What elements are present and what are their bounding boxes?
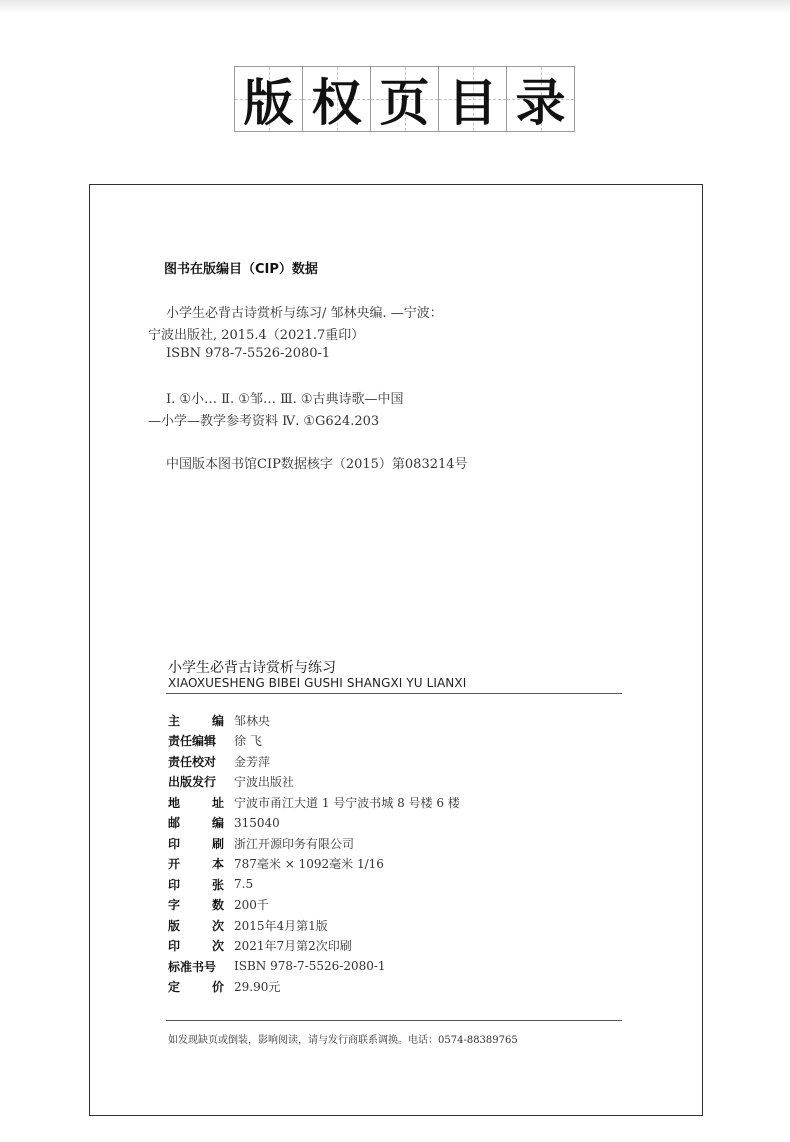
info-label-part: 址 [211, 795, 224, 810]
info-label-part: 标准书号 [168, 959, 217, 974]
info-value: 邹林央 [234, 713, 271, 728]
info-label-part: 开 [168, 857, 181, 871]
info-label-part: 版 [168, 918, 181, 933]
info-value: 宁波市甬江大道 1 号宁波书城 8 号楼 6 楼 [234, 795, 460, 810]
info-label [168, 896, 224, 913]
info-value: 200千 [234, 898, 269, 912]
info-value: 315040 [234, 815, 280, 830]
info-value: 金芳萍 [234, 754, 271, 769]
info-label-part: 出版发行 [168, 775, 217, 789]
info-label-part: 印 [168, 836, 181, 851]
heading-char: 版 [243, 73, 294, 132]
info-row [168, 896, 269, 914]
info-label-part: 地 [168, 795, 181, 810]
info-label [168, 773, 224, 790]
page-heading [234, 66, 574, 132]
info-label [168, 978, 224, 995]
info-value: ISBN 978-7-5526-2080-1 [234, 959, 386, 973]
info-row [168, 855, 384, 873]
info-label [168, 732, 224, 749]
heading-char: 权 [311, 73, 362, 132]
info-label [168, 937, 224, 954]
heading-char-box [438, 66, 507, 132]
info-label-part: 编 [211, 713, 224, 728]
info-label-part: 邮 [168, 816, 181, 830]
info-row [168, 834, 354, 852]
info-label-part: 责任编辑 [168, 734, 217, 748]
divider [166, 1020, 622, 1021]
cip-line-2: 宁波出版社, 2015.4（2021.7重印） [148, 328, 365, 343]
info-value: 7.5 [234, 877, 254, 891]
info-label-part: 印 [168, 877, 181, 892]
heading-char-box [234, 66, 303, 132]
heading-char: 录 [515, 73, 566, 132]
cip-title: 图书在版编目（CIP）数据 [164, 262, 318, 277]
heading-char: 页 [379, 73, 430, 132]
info-row [168, 814, 280, 832]
info-row [168, 916, 328, 934]
info-row [168, 937, 352, 955]
heading-char: 目 [447, 73, 498, 132]
info-value: 2021年7月第2次印刷 [234, 939, 352, 953]
info-label-part: 责任校对 [168, 754, 217, 769]
divider [166, 693, 622, 694]
book-title: 小学生必背古诗赏析与练习 [168, 660, 336, 676]
info-label [168, 917, 224, 934]
info-label [168, 835, 224, 852]
info-value: 浙江开源印务有限公司 [234, 836, 355, 851]
cip-isbn: ISBN 978-7-5526-2080-1 [166, 346, 331, 361]
info-label-part: 价 [211, 980, 224, 994]
info-label-part: 数 [211, 898, 224, 912]
info-value: 徐 飞 [234, 734, 262, 748]
cip-line-5: —小学—教学参考资料 Ⅳ. ①G624.203 [148, 414, 380, 429]
info-label-part: 定 [168, 980, 181, 994]
top-shadow [0, 0, 790, 14]
info-label [168, 794, 224, 811]
info-value: 宁波出版社 [234, 775, 295, 789]
cip-line-1: 小学生必背古诗赏析与练习/ 邹林央编. —宁波： [166, 306, 443, 321]
heading-char-box [302, 66, 371, 132]
info-value: 2015年4月第1版 [234, 918, 328, 933]
info-row [168, 957, 386, 975]
info-label [168, 855, 224, 872]
info-value: 29.90元 [234, 980, 281, 994]
info-label-part: 主 [168, 713, 181, 728]
cip-number: 中国版本图书馆CIP数据核字（2015）第083214号 [166, 457, 468, 472]
info-row [168, 711, 270, 729]
info-label [168, 753, 224, 770]
info-row [168, 875, 253, 893]
cip-line-4: Ⅰ. ①小… Ⅱ. ①邹… Ⅲ. ①古典诗歌—中国 [166, 392, 404, 407]
footer-note: 如发现缺页或倒装，影响阅读，请与发行商联系调换。电话：0574-88389765 [168, 1035, 518, 1046]
info-row [168, 752, 270, 770]
info-row [168, 793, 460, 811]
info-label [168, 712, 224, 729]
info-label [168, 958, 224, 975]
info-value: 787毫米 × 1092毫米 1/16 [234, 857, 384, 871]
info-label-part: 次 [211, 939, 224, 953]
info-row [168, 978, 280, 996]
info-row [168, 773, 294, 791]
heading-char-box [506, 66, 575, 132]
info-label-part: 刷 [211, 836, 224, 851]
info-label [168, 814, 224, 831]
info-label [168, 876, 224, 893]
info-label-part: 编 [211, 816, 224, 830]
info-row [168, 732, 262, 750]
heading-char-box [370, 66, 439, 132]
book-pinyin: XIAOXUESHENG BIBEI GUSHI SHANGXI YU LIANXI [168, 676, 467, 690]
info-label-part: 次 [211, 918, 224, 933]
info-label-part: 张 [211, 877, 224, 892]
info-label-part: 印 [168, 939, 181, 953]
info-label-part: 字 [168, 898, 181, 912]
info-label-part: 本 [211, 857, 224, 871]
